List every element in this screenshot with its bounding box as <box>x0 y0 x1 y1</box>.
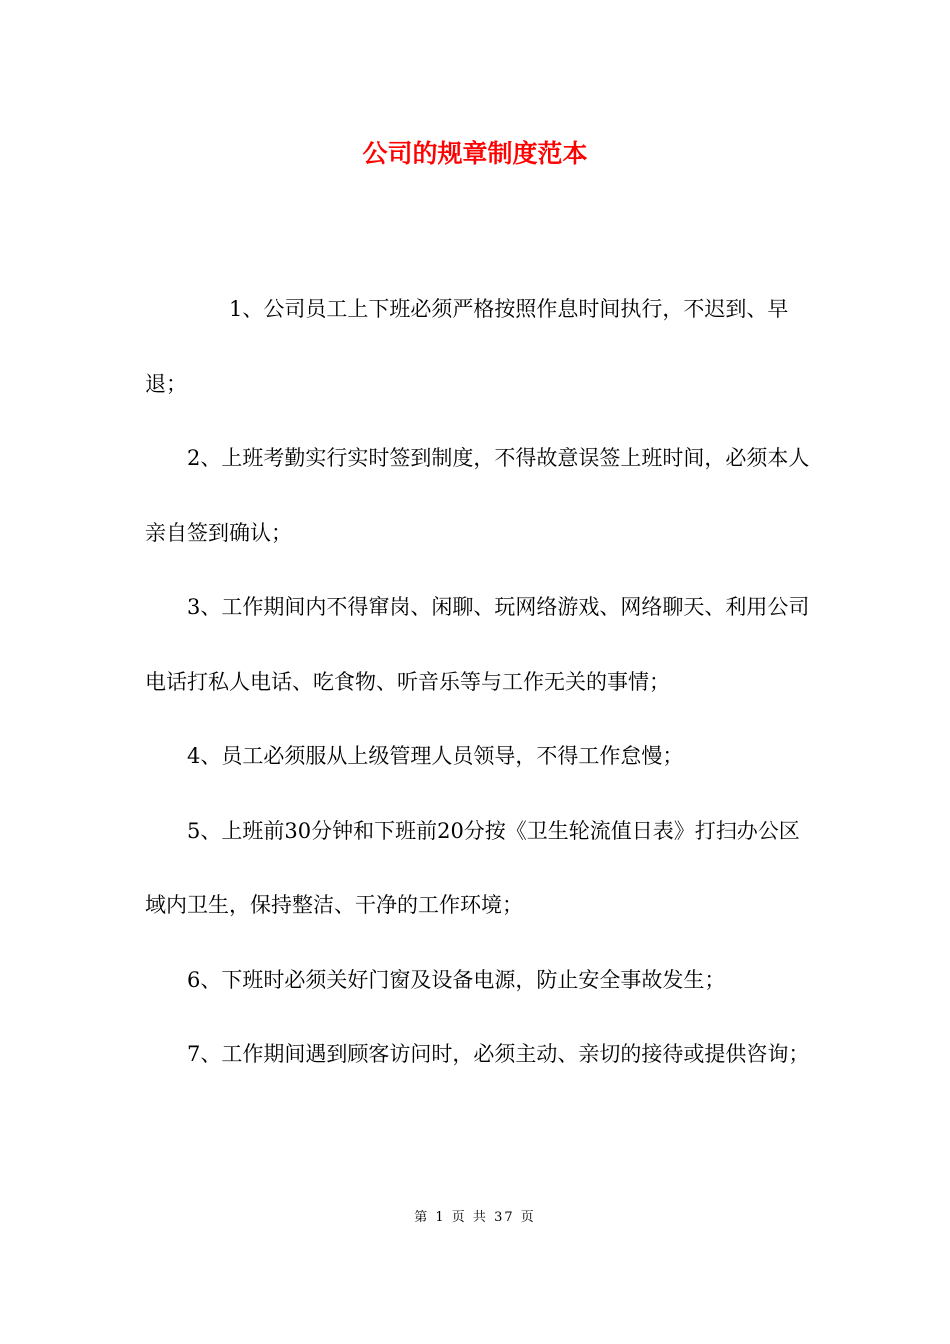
paragraph-2: 2、上班考勤实行实时签到制度，不得故意误签上班时间，必须本人亲自签到确认； <box>145 446 810 545</box>
paragraph-4: 4、员工必须服从上级管理人员领导，不得工作怠慢； <box>187 744 684 768</box>
paragraph-3: 3、工作期间内不得窜岗、闲聊、玩网络游戏、网络聊天、利用公司电话打私人电话、吃食物、听音乐等与工作无关的事情； <box>145 595 810 694</box>
footer-total-pages: 37 <box>494 1210 515 1225</box>
document-title: 公司的规章制度范本 <box>362 139 588 168</box>
paragraph-5: 5、上班前30分钟和下班前20分按《卫生轮流值日表》打扫办公区域内卫生，保持整洁、干净的工作环境； <box>145 818 800 917</box>
paragraph-1: 1、公司员工上下班必须严格按照作息时间执行，不迟到、早退； <box>145 297 789 396</box>
paragraph-7: 7、工作期间遇到顾客访问时，必须主动、亲切的接待或提供咨询； <box>187 1042 810 1066</box>
page-footer <box>0 1208 950 1228</box>
footer-current-page: 1 <box>435 1210 446 1225</box>
footer-prefix: 第 <box>414 1210 430 1225</box>
document-body <box>145 272 815 1092</box>
footer-middle: 页 共 <box>451 1210 488 1225</box>
paragraph-6: 6、下班时必须关好门窗及设备电源，防止安全事故发生； <box>187 967 726 992</box>
footer-suffix: 页 <box>520 1210 536 1225</box>
